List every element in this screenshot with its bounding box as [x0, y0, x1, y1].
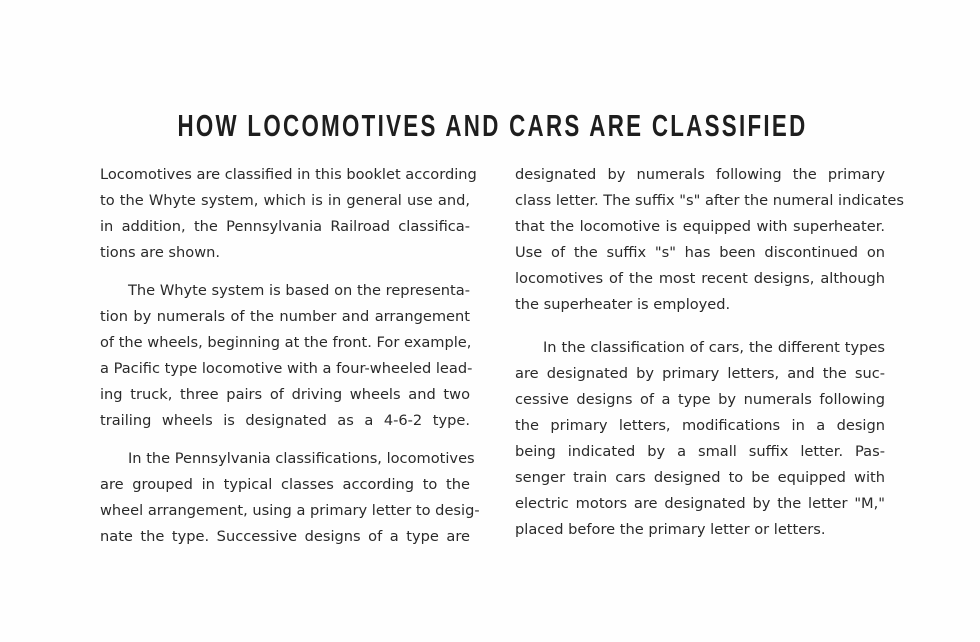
text-line: of the wheels, beginning at the front. For example,	[100, 334, 472, 351]
text-line: In the Pennsylvania classifications, locomotives	[128, 450, 475, 467]
paragraph-whyte-system	[100, 278, 473, 434]
text-line: wheel arrangement, using a primary letter to desig-	[100, 502, 480, 519]
text-line: a Pacific type locomotive with a four-wheeled lead-	[100, 360, 473, 377]
text-line: in addition, the Pennsylvania Railroad classifica-	[100, 218, 470, 235]
text-line: are grouped in typical classes according to the	[100, 476, 470, 493]
text-line: tion by numerals of the number and arrangement	[100, 308, 470, 325]
text-line: nate the type. Successive designs of a type are	[100, 528, 470, 545]
text-line: Locomotives are classified in this booklet according	[100, 166, 477, 183]
text-line: the primary letters, modifications in a design	[515, 417, 885, 434]
paragraph-gap	[100, 434, 470, 446]
paragraph-gap	[100, 266, 470, 278]
paragraph-gap	[515, 318, 885, 335]
right-column	[515, 162, 904, 543]
text-line: the superheater is employed.	[515, 296, 731, 313]
text-line: class letter. The suffix "s" after the numeral indicates	[515, 192, 904, 209]
paragraph-car-classification	[515, 335, 885, 543]
text-line: that the locomotive is equipped with superheater.	[515, 218, 885, 235]
text-line: are designated by primary letters, and the suc-	[515, 365, 885, 382]
page-title: HOW LOCOMOTIVES AND CARS ARE CLASSIFIED	[177, 108, 808, 143]
text-line: tions are shown.	[100, 244, 221, 261]
text-line: The Whyte system is based on the representa-	[128, 282, 470, 299]
text-line: being indicated by a small suffix letter. Pas-	[515, 443, 885, 460]
paragraph-pennsylvania-classifications	[100, 446, 480, 550]
text-line: to the Whyte system, which is in general use and,	[100, 192, 470, 209]
text-line: trailing wheels is designated as a 4-6-2 type.	[100, 412, 470, 429]
text-line: Use of the suffix "s" has been discontinued on	[515, 244, 885, 261]
text-line: ing truck, three pairs of driving wheels and two	[100, 386, 470, 403]
text-line: senger train cars designed to be equipped with	[515, 469, 885, 486]
left-column	[100, 162, 480, 550]
text-line: designated by numerals following the primary	[515, 166, 885, 183]
text-line: locomotives of the most recent designs, although	[515, 270, 885, 287]
paragraph-suffix-s	[515, 162, 904, 318]
paragraph-intro	[100, 162, 477, 266]
text-line: placed before the primary letter or letters.	[515, 521, 826, 538]
text-line: In the classification of cars, the different types	[543, 339, 885, 356]
text-line: cessive designs of a type by numerals following	[515, 391, 885, 408]
text-line: electric motors are designated by the letter "M,"	[515, 495, 885, 512]
